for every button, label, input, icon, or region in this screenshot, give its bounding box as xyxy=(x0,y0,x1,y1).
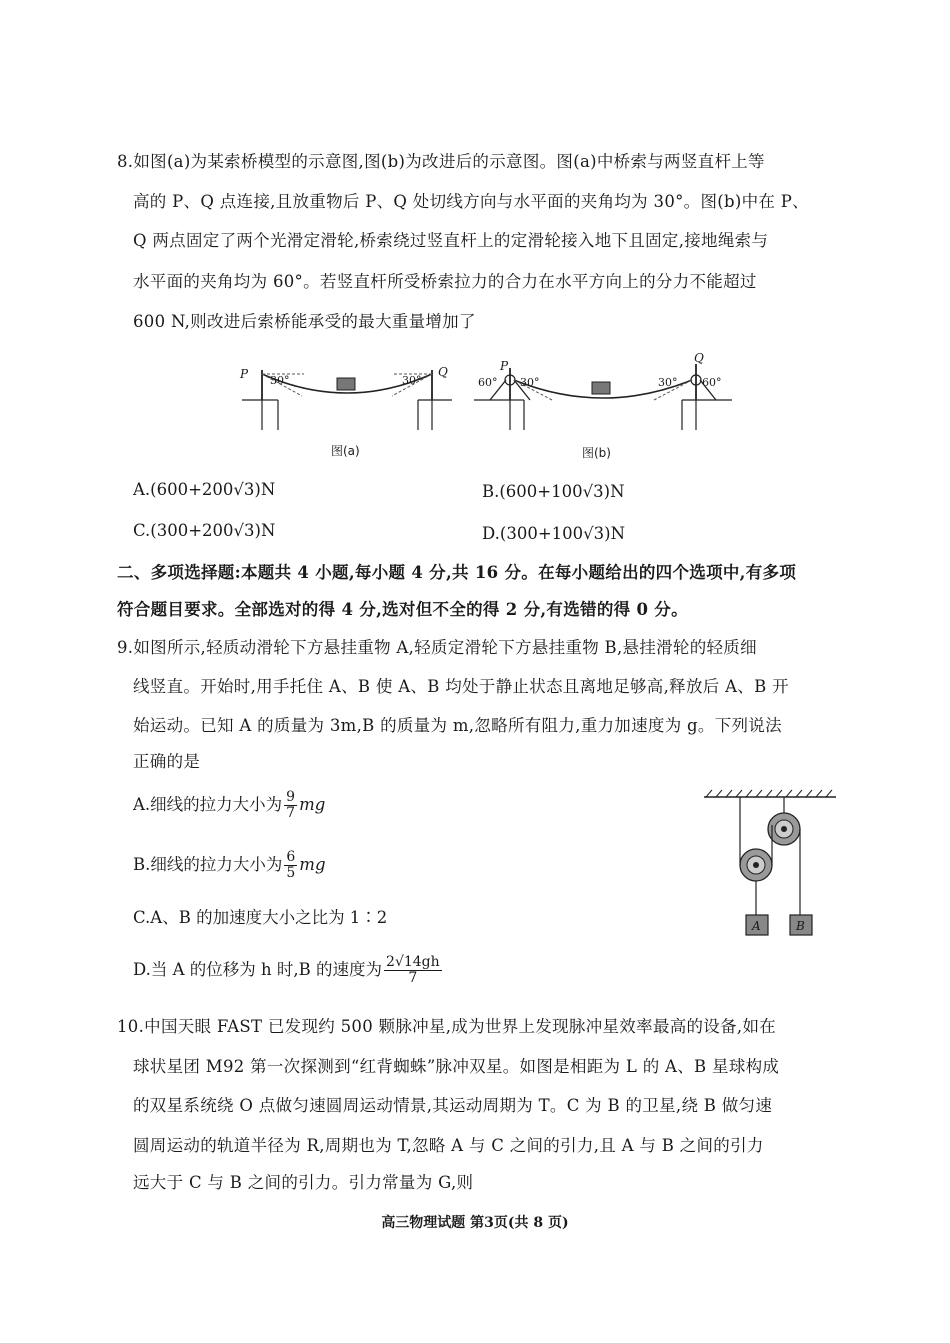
q8-option-a: A.(600+200√3)N xyxy=(133,480,276,499)
fig-a-caption: 图(a) xyxy=(331,444,360,458)
fig-b-label-p: P xyxy=(500,359,509,373)
q9-option-b-suffix: mg xyxy=(299,855,326,874)
q9-option-b-num: 6 xyxy=(286,849,296,865)
fig-b-label-q: Q xyxy=(694,351,704,365)
q9-option-b xyxy=(133,850,326,881)
q10-line-4: 圆周运动的轨道半径为 R,周期也为 T,忽略 A 与 C 之间的引力,且 A 与 B 之间的引力 xyxy=(133,1136,764,1155)
q8-option-c: C.(300+200√3)N xyxy=(133,521,276,540)
q10-line-3: 的双星系统绕 O 点做匀速圆周运动情景,其运动周期为 T。C 为 B 的卫星,绕 B 做匀速 xyxy=(133,1096,773,1115)
fig-a-label-p: P xyxy=(240,367,249,381)
q8-option-b: B.(600+100√3)N xyxy=(482,482,625,501)
pulley-diagram xyxy=(700,785,840,945)
q8-line-5: 600 N,则改进后索桥能承受的最大重量增加了 xyxy=(133,312,476,331)
q10-line-5: 远大于 C 与 B 之间的引力。引力常量为 G,则 xyxy=(133,1173,474,1192)
fig-b-angle-30-right: 30° xyxy=(658,376,678,389)
fig-b-caption: 图(b) xyxy=(582,446,611,460)
q9-option-a-prefix: A.细线的拉力大小为 xyxy=(133,795,283,814)
q10-line-1: 10.中国天眼 FAST 已发现约 500 颗脉冲星,成为世界上发现脉冲星效率最高的设备,如在 xyxy=(117,1017,777,1036)
q9-option-b-den: 5 xyxy=(286,865,296,881)
page-footer: 高三物理试题 第3页(共 8 页) xyxy=(381,1215,569,1231)
q9-line-3: 始运动。已知 A 的质量为 3m,B 的质量为 m,忽略所有阻力,重力加速度为 g。下列说法 xyxy=(133,716,782,735)
fig-a-label-q: Q xyxy=(438,365,448,379)
pulley-label-a: A xyxy=(752,919,761,933)
q9-option-a xyxy=(133,790,325,821)
q9-option-a-suffix: mg xyxy=(299,795,326,814)
q9-option-c: C.A、B 的加速度大小之比为 1∶2 xyxy=(133,908,388,927)
fig-a-angle-left: 30° xyxy=(270,374,290,387)
q9-option-d xyxy=(133,955,444,986)
fig-b-angle-30-left: 30° xyxy=(520,376,540,389)
q9-option-d-prefix: D.当 A 的位移为 h 时,B 的速度为 xyxy=(133,960,383,979)
q9-option-d-den: 7 xyxy=(408,970,418,986)
section2-line-1: 二、多项选择题:本题共 4 小题,每小题 4 分,共 16 分。在每小题给出的四个选项中,有多项 xyxy=(117,563,797,582)
q9-option-d-num: 2√14gh xyxy=(386,954,440,970)
q8-line-2: 高的 P、Q 点连接,且放重物后 P、Q 处切线方向与水平面的夹角均为 30°。图(b)中在 P、 xyxy=(133,192,809,211)
q9-option-a-num: 9 xyxy=(286,789,296,805)
q9-line-4: 正确的是 xyxy=(133,752,201,771)
q8-line-1: 8.如图(a)为某索桥模型的示意图,图(b)为改进后的示意图。图(a)中桥索与两竖直杆上等 xyxy=(117,152,765,171)
figure-a-diagram xyxy=(232,352,462,432)
fig-a-angle-right: 30° xyxy=(402,374,422,387)
q8-line-3: Q 两点固定了两个光滑定滑轮,桥索绕过竖直杆上的定滑轮接入地下且固定,接地绳索与 xyxy=(133,231,769,250)
section2-line-2: 符合题目要求。全部选对的得 4 分,选对但不全的得 2 分,有选错的得 0 分。 xyxy=(117,600,688,619)
q8-option-d: D.(300+100√3)N xyxy=(482,524,626,543)
q9-line-2: 线竖直。开始时,用手托住 A、B 使 A、B 均处于静止状态且离地足够高,释放后 A、B 开 xyxy=(133,677,789,696)
q9-option-b-prefix: B.细线的拉力大小为 xyxy=(133,855,283,874)
q9-option-a-den: 7 xyxy=(286,805,296,821)
fig-b-angle-60-left: 60° xyxy=(478,376,498,389)
q8-line-4: 水平面的夹角均为 60°。若竖直杆所受桥索拉力的合力在水平方向上的分力不能超过 xyxy=(133,272,757,291)
q9-line-1: 9.如图所示,轻质动滑轮下方悬挂重物 A,轻质定滑轮下方悬挂重物 B,悬挂滑轮的轻质细 xyxy=(117,638,757,657)
pulley-label-b: B xyxy=(796,919,805,933)
figure-b-diagram xyxy=(468,350,738,434)
fig-b-angle-60-right: 60° xyxy=(702,376,722,389)
q10-line-2: 球状星团 M92 第一次探测到“红背蜘蛛”脉冲双星。如图是相距为 L 的 A、B 星球构成 xyxy=(133,1057,780,1076)
